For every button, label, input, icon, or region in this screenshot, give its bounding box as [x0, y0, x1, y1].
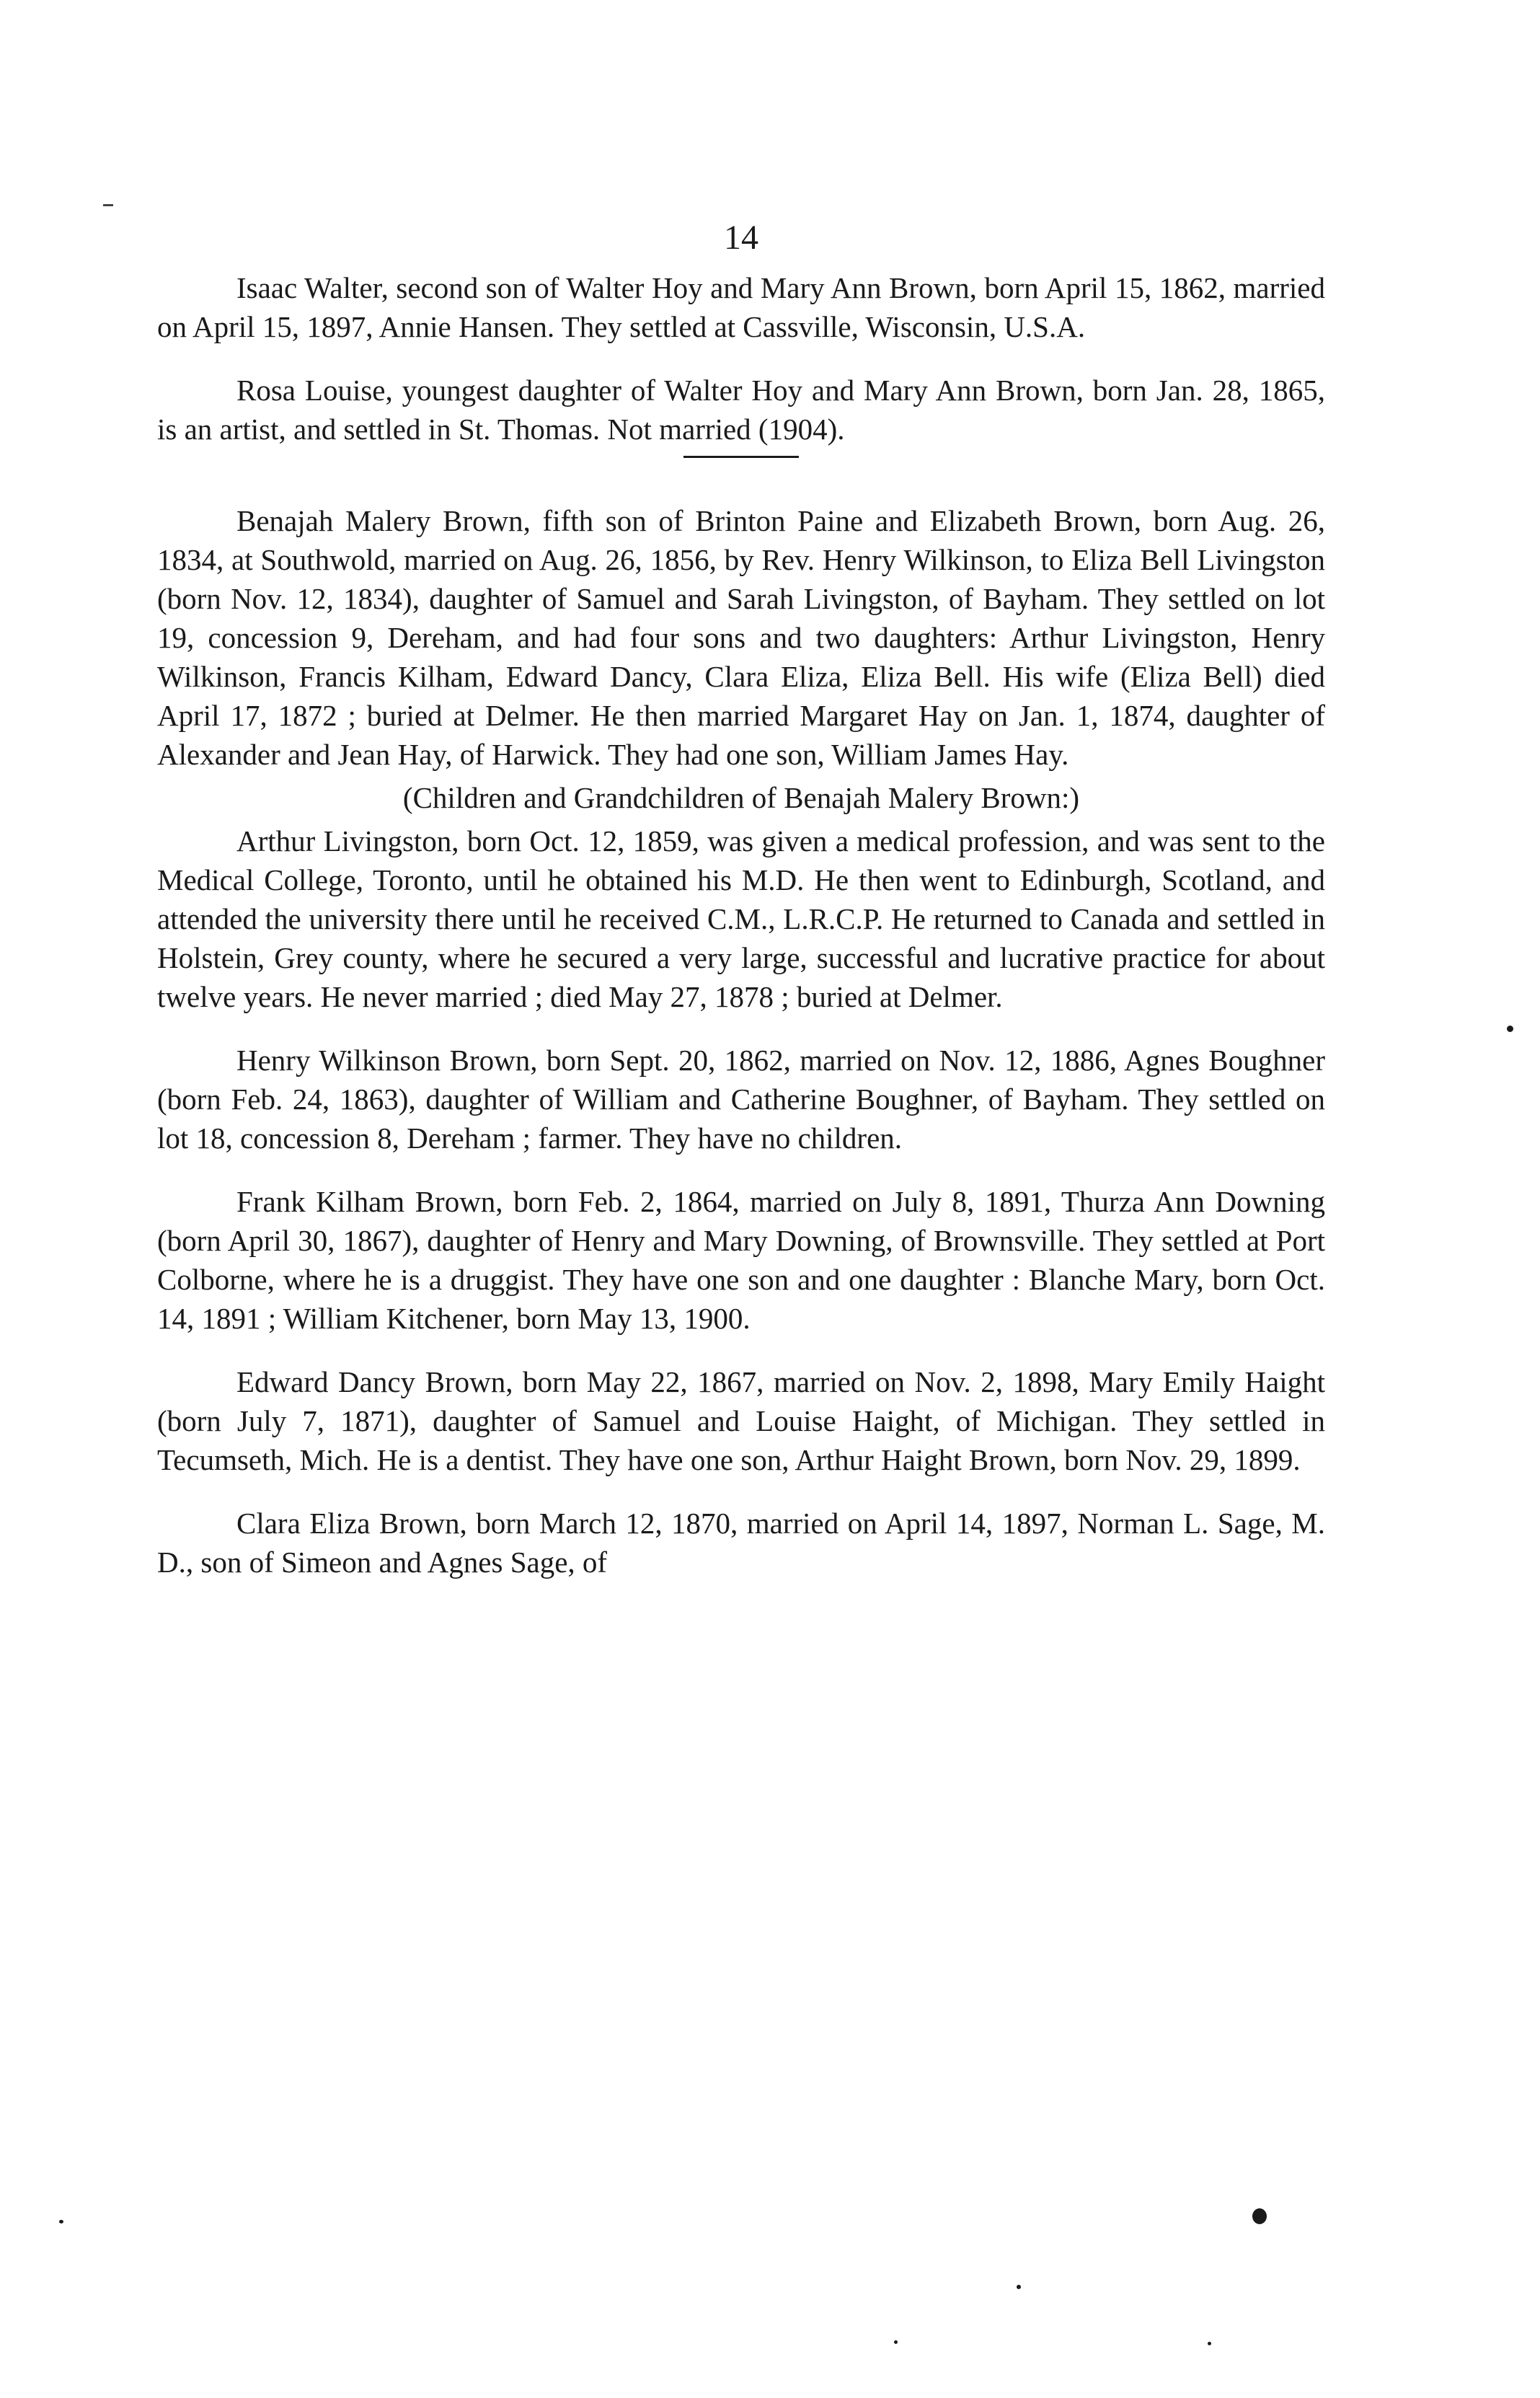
scan-speck-right-mid [1507, 1026, 1513, 1032]
paragraph-arthur-livingston: Arthur Livingston, born Oct. 12, 1859, was given a medical profession, and was sent to the Medical College, Toronto, until he obtained his M.D. He then went to Edinburgh, Scotland, and attended the university there until he received C.M., L.R.C.P. He returned to Canada and settled in Holstein, Grey county, where he secured a very large, successful and lucrative practice for about twelve years. He never married ; died May 27, 1878 ; buried at Delmer. [157, 824, 1325, 1013]
paragraph-benajah-malery-brown: Benajah Malery Brown, fifth son of Brinton Paine and Elizabeth Brown, born Aug. 26, 1834, at Southwold, married on Aug. 26, 1856, by Rev. Henry Wilkinson, to Eliza Bell Livingston (born Nov. 12, 1834), daughter of Samuel and Sarah Livingston, of Bayham. They settled on lot 19, concession 9, Dereham, and had four sons and two daughters: Arthur Livingston, Henry Wilkinson, Francis Kilham, Edward Dancy, Clara Eliza, Eliza Bell. His wife (Eliza Bell) died April 17, 1872 ; buried at Delmer. He then married Margaret Hay on Jan. 1, 1874, daughter of Alexander and Jean Hay, of Harwick. They had one son, William James Hay. [157, 504, 1325, 771]
scan-speck-bottom-right [1208, 2342, 1211, 2345]
document-page [157, 216, 1325, 1606]
page-number: 14 [724, 219, 758, 257]
paragraph-frank-kilham: Frank Kilham Brown, born Feb. 2, 1864, married on July 8, 1891, Thurza Ann Downing (born April 30, 1867), daughter of Henry and Mary Downing, of Brownsville. They settled at Port Colborne, where he is a druggist. They have one son and one daughter : Blanche Mary, born Oct. 14, 1891 ; William Kitchener, born May 13, 1900. [157, 1185, 1325, 1335]
scan-speck-left-top [103, 204, 113, 206]
paragraph-isaac-walter: Isaac Walter, second son of Walter Hoy and Mary Ann Brown, born April 15, 1862, married on April 15, 1897, Annie Hansen. They settled at Cassville, Wisconsin, U.S.A. [157, 271, 1325, 343]
paragraph-henry-wilkinson: Henry Wilkinson Brown, born Sept. 20, 1862, married on Nov. 12, 1886, Agnes Boughner (born Feb. 24, 1863), daughter of William and Catherine Boughner, of Bayham. They settled on lot 18, concession 8, Dereham ; farmer. They have no children. [157, 1044, 1325, 1155]
scan-speck-left-bottom [59, 2220, 63, 2223]
scan-speck-bottom-left [894, 2340, 898, 2344]
section-heading: (Children and Grandchildren of Benajah Malery Brown:) [402, 781, 1080, 814]
paragraph-rosa-louise: Rosa Louise, youngest daughter of Walter Hoy and Mary Ann Brown, born Jan. 28, 1865, is an artist, and settled in St. Thomas. Not married (1904). [157, 374, 1325, 446]
scan-speck-right-bottom [1252, 2208, 1267, 2224]
paragraph-edward-dancy: Edward Dancy Brown, born May 22, 1867, married on Nov. 2, 1898, Mary Emily Haight (born July 7, 1871), daughter of Samuel and Louise Haight, of Michigan. They settled in Tecumseth, Mich. He is a dentist. They have one son, Arthur Haight Brown, born Nov. 29, 1899. [157, 1365, 1325, 1476]
paragraph-clara-eliza: Clara Eliza Brown, born March 12, 1870, married on April 14, 1897, Norman L. Sage, M. D., son of Simeon and Agnes Sage, of [157, 1507, 1325, 1579]
scan-speck-bottom-center [1017, 2285, 1021, 2289]
section-divider-rule [683, 456, 799, 458]
